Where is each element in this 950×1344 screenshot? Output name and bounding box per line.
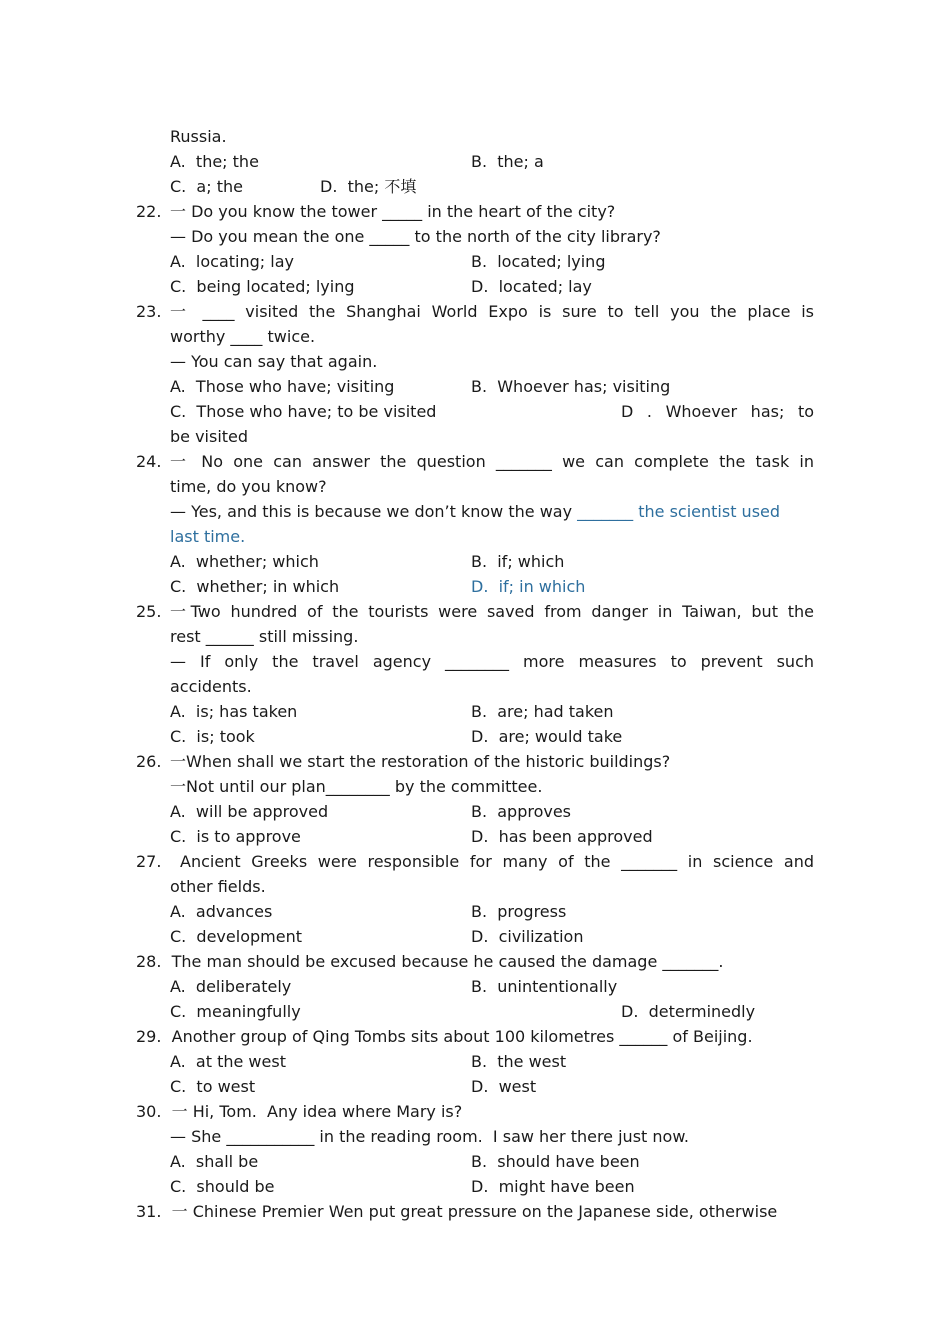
q28-option-d: D. determinedly bbox=[621, 1002, 756, 1021]
q24-option-d: D. if; in which bbox=[471, 577, 586, 596]
q27-prompt: Ancient Greeks were responsible for many of the _______ in science and bbox=[180, 852, 814, 871]
q25-option-c: C. is; took bbox=[170, 727, 255, 746]
q26-option-d: D. has been approved bbox=[471, 827, 653, 846]
q24-prompt-cont: time, do you know? bbox=[170, 477, 327, 496]
q25-option-d: D. are; would take bbox=[471, 727, 623, 746]
q29-option-c: C. to west bbox=[170, 1077, 256, 1096]
q25-prompt: 一Two hundred of the tourists were saved from danger in Taiwan, but the bbox=[170, 602, 814, 621]
q30-option-d: D. might have been bbox=[471, 1177, 635, 1196]
q29-option-d: D. west bbox=[471, 1077, 537, 1096]
q29-option-a: A. at the west bbox=[170, 1052, 286, 1071]
q28-option-b: B. unintentionally bbox=[471, 977, 618, 996]
q27-prompt-cont: other fields. bbox=[170, 877, 266, 896]
q24-reply bbox=[170, 499, 780, 524]
q27-option-c: C. development bbox=[170, 927, 302, 946]
q30-option-c: C. should be bbox=[170, 1177, 275, 1196]
q30-reply: — She ___________ in the reading room. I saw her there just now. bbox=[170, 1127, 690, 1146]
q30-prompt: 30. 一 Hi, Tom. Any idea where Mary is? bbox=[136, 1102, 463, 1121]
q22-option-d: D. located; lay bbox=[471, 277, 592, 296]
q22-reply: — Do you mean the one _____ to the north of the city library? bbox=[170, 227, 661, 246]
q27-option-b: B. progress bbox=[471, 902, 567, 921]
q24-reply-text: — Yes, and this is because we don’t know the way bbox=[170, 502, 578, 521]
q25-reply-cont: accidents. bbox=[170, 677, 252, 696]
q30-option-b: B. should have been bbox=[471, 1152, 640, 1171]
q29-option-b: B. the west bbox=[471, 1052, 567, 1071]
q23-number: 23. bbox=[136, 302, 162, 321]
q25-reply: — If only the travel agency ________ more measures to prevent such bbox=[170, 652, 814, 671]
q21-option-a: A. the; the bbox=[170, 152, 259, 171]
q21-option-c: C. a; the bbox=[170, 177, 243, 196]
q25-number: 25. bbox=[136, 602, 162, 621]
q28-option-a: A. deliberately bbox=[170, 977, 292, 996]
q23-option-c: C. Those who have; to be visited bbox=[170, 402, 437, 421]
q23-prompt-cont: worthy ____ twice. bbox=[170, 327, 316, 346]
q21-continuation: Russia. bbox=[170, 127, 227, 146]
q24-option-a: A. whether; which bbox=[170, 552, 319, 571]
q27-number: 27. bbox=[136, 852, 162, 871]
q27-option-d: D. civilization bbox=[471, 927, 584, 946]
q26-option-c: C. is to approve bbox=[170, 827, 301, 846]
q22-option-a: A. locating; lay bbox=[170, 252, 294, 271]
q25-prompt-cont: rest ______ still missing. bbox=[170, 627, 359, 646]
q26-option-b: B. approves bbox=[471, 802, 572, 821]
q21-option-b: B. the; a bbox=[471, 152, 544, 171]
q23-option-d: D . Whoever has; to bbox=[621, 402, 814, 421]
q24-number: 24. bbox=[136, 452, 162, 471]
q24-option-b: B. if; which bbox=[471, 552, 565, 571]
q24-reply-highlight: _______ the scientist used bbox=[577, 502, 781, 521]
q23-option-a: A. Those who have; visiting bbox=[170, 377, 395, 396]
q30-option-a: A. shall be bbox=[170, 1152, 259, 1171]
q29-prompt: 29. Another group of Qing Tombs sits about 100 kilometres ______ of Beijing. bbox=[136, 1027, 753, 1046]
q26-prompt: 一When shall we start the restoration of the historic buildings? bbox=[170, 752, 671, 771]
q26-option-a: A. will be approved bbox=[170, 802, 329, 821]
q28-prompt: 28. The man should be excused because he caused the damage _______. bbox=[136, 952, 724, 971]
q21-option-d: D. the; 不填 bbox=[320, 177, 417, 196]
q26-number: 26. bbox=[136, 752, 162, 771]
q28-option-c: C. meaningfully bbox=[170, 1002, 301, 1021]
q23-option-d-cont: be visited bbox=[170, 427, 249, 446]
q22-option-c: C. being located; lying bbox=[170, 277, 355, 296]
q24-reply-cont: last time. bbox=[170, 527, 246, 546]
q22-option-b: B. located; lying bbox=[471, 252, 606, 271]
q31-prompt: 31. 一 Chinese Premier Wen put great pressure on the Japanese side, otherwise bbox=[136, 1202, 778, 1221]
q25-option-a: A. is; has taken bbox=[170, 702, 298, 721]
q23-prompt: 一 ____ visited the Shanghai World Expo is sure to tell you the place is bbox=[170, 302, 814, 321]
q22-prompt: 一 Do you know the tower _____ in the heart of the city? bbox=[170, 202, 616, 221]
q27-option-a: A. advances bbox=[170, 902, 273, 921]
q24-prompt: 一 No one can answer the question _______ we can complete the task in bbox=[170, 452, 814, 471]
q24-option-c: C. whether; in which bbox=[170, 577, 340, 596]
q23-reply: — You can say that again. bbox=[170, 352, 378, 371]
q26-reply: 一Not until our plan________ by the committee. bbox=[170, 777, 543, 796]
q22-number: 22. bbox=[136, 202, 162, 221]
q25-option-b: B. are; had taken bbox=[471, 702, 614, 721]
q23-option-b: B. Whoever has; visiting bbox=[471, 377, 671, 396]
